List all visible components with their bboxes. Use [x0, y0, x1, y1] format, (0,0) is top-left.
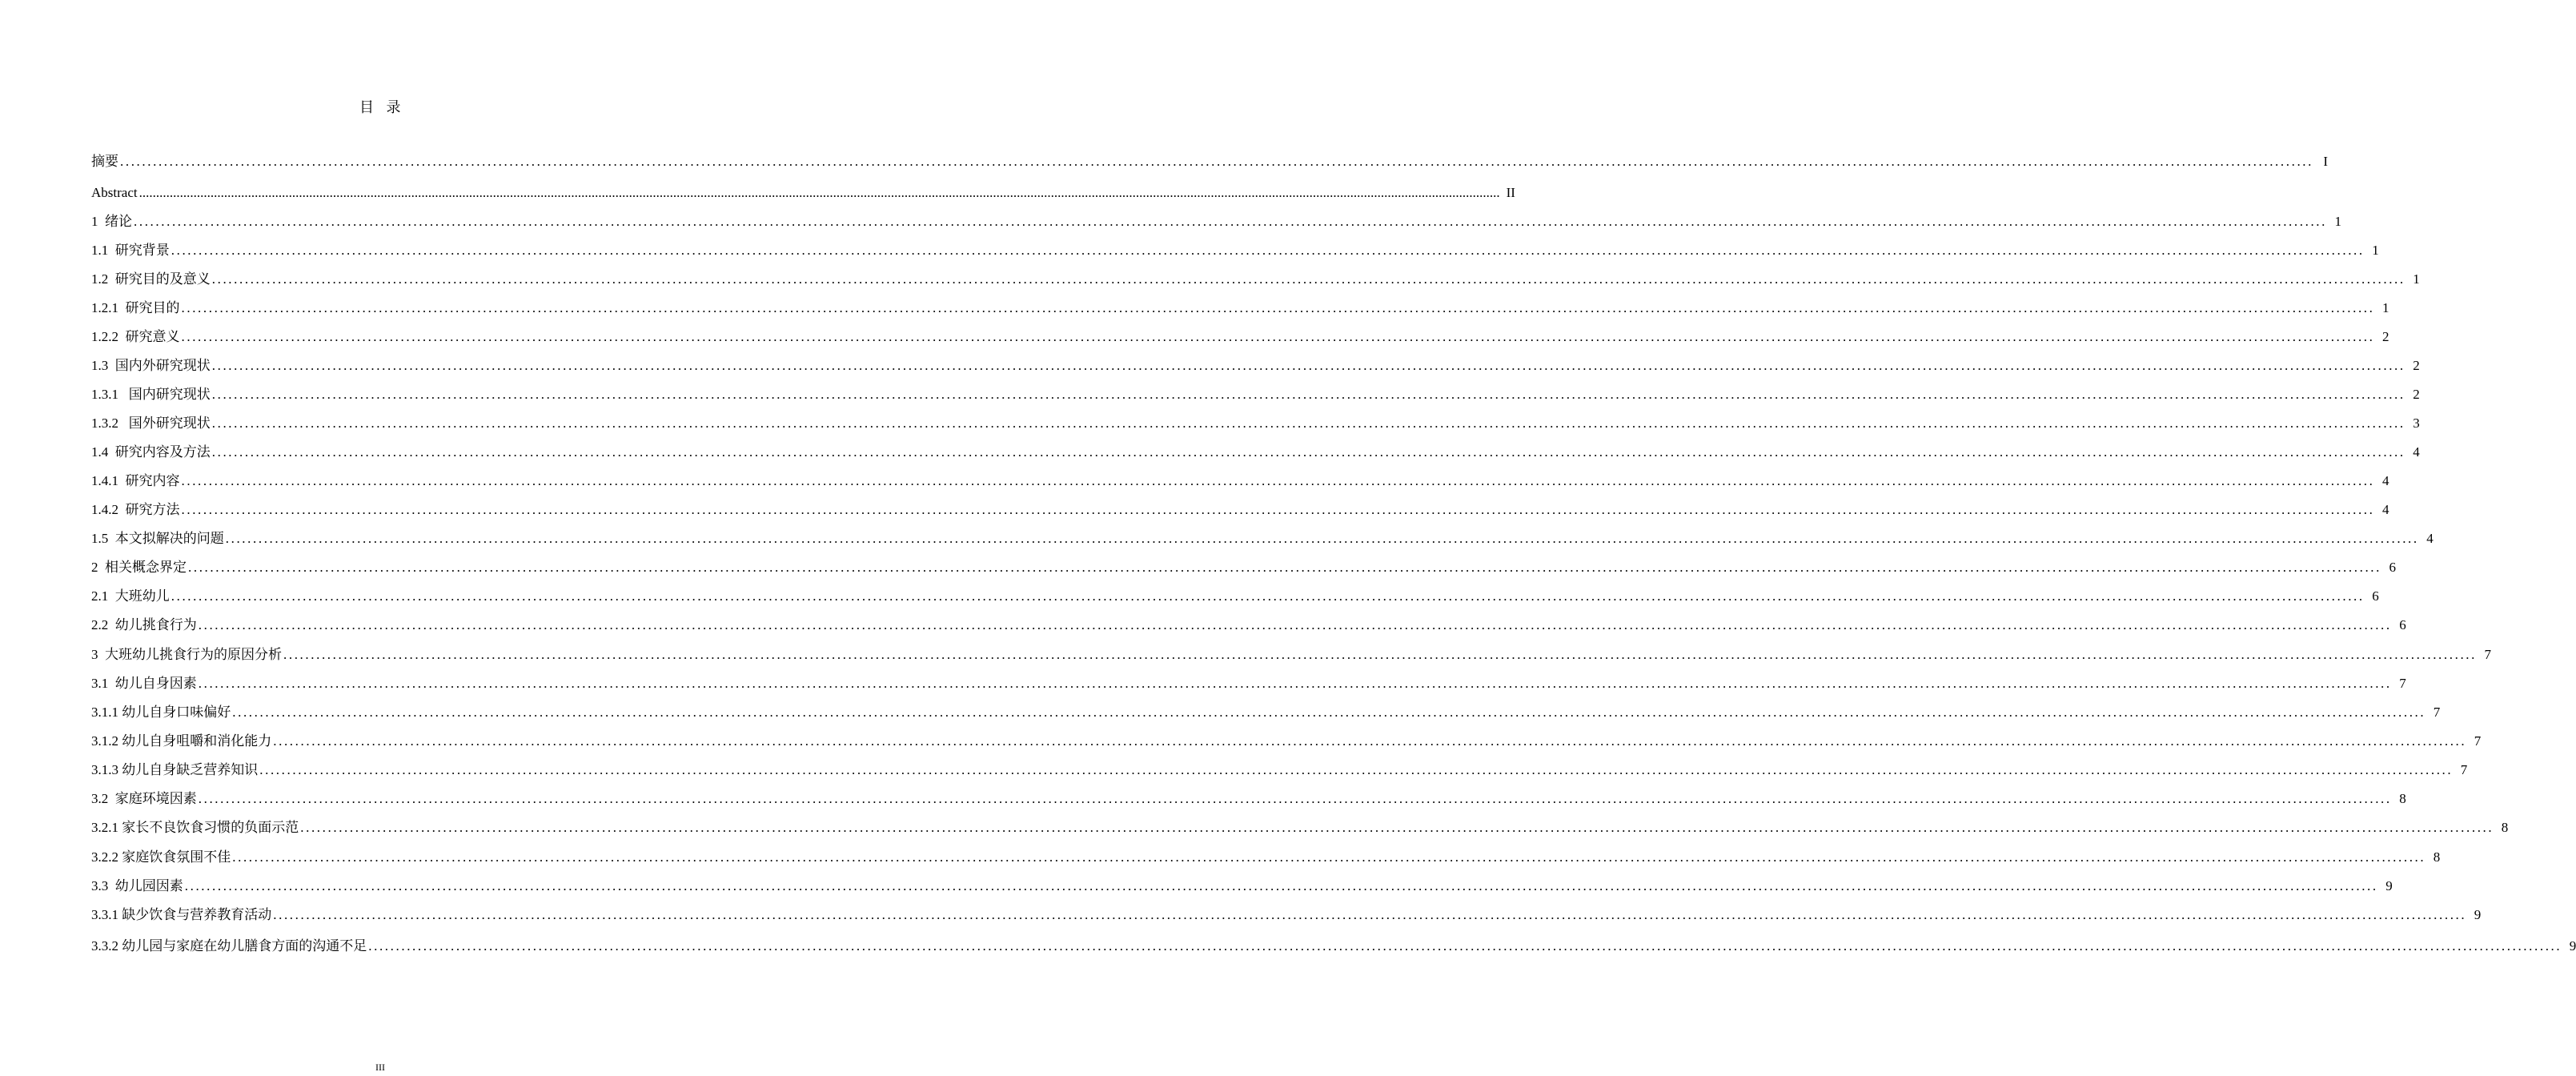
toc-entry[interactable]	[91, 587, 2379, 606]
toc-dot-leader: ................................................................................................................................................................................................................................................................................................................................................................................................................	[181, 502, 2375, 517]
toc-dot-leader: ................................................................................................................................................................................................................................................................................................................................................................................................................	[211, 387, 2405, 402]
toc-dot-leader: ................................................................................................................................................................................................................................................................................................................................................................................................................	[368, 938, 2562, 954]
toc-entry-page: 8	[2433, 849, 2441, 865]
toc-entry-page: 1	[2372, 243, 2379, 258]
toc-entry-label: 摘要	[91, 154, 118, 169]
toc-dot-leader: ................................................................................................................................................................................................................................................................................................................................................................................................................	[300, 820, 2494, 835]
toc-dot-leader: ................................................................................................................................................................................................................................................................................................................................................................................................................	[138, 185, 1500, 200]
toc-entry-page: 4	[2382, 473, 2389, 488]
toc-entry-page: 2	[2413, 387, 2420, 402]
toc-entry[interactable]	[91, 529, 2434, 548]
toc-dot-leader: ................................................................................................................................................................................................................................................................................................................................................................................................................	[184, 878, 2378, 893]
toc-entry-label: 2.1 大班幼儿	[91, 588, 170, 604]
toc-dot-leader: ................................................................................................................................................................................................................................................................................................................................................................................................................	[211, 271, 2405, 287]
toc-entry-label: 1.4.2 研究方法	[91, 502, 180, 517]
toc-dot-leader: ................................................................................................................................................................................................................................................................................................................................................................................................................	[232, 705, 2426, 720]
toc-entry-page: 7	[2474, 733, 2482, 749]
toc-entry-page: 1	[2334, 214, 2341, 229]
toc-entry-label: 1.3 国内外研究现状	[91, 358, 211, 373]
toc-entry-page: 8	[2501, 820, 2509, 835]
toc-dot-leader: ................................................................................................................................................................................................................................................................................................................................................................................................................	[171, 588, 2365, 604]
toc-dot-leader: ................................................................................................................................................................................................................................................................................................................................................................................................................	[181, 473, 2375, 488]
toc-entry[interactable]	[91, 472, 2389, 491]
toc-dot-leader: ................................................................................................................................................................................................................................................................................................................................................................................................................	[181, 329, 2375, 344]
toc-entry[interactable]	[91, 674, 2406, 693]
toc-dot-leader: ................................................................................................................................................................................................................................................................................................................................................................................................................	[225, 531, 2419, 546]
toc-dot-leader: ................................................................................................................................................................................................................................................................................................................................................................................................................	[198, 617, 2392, 632]
toc-entry-label: 2 相关概念界定	[91, 560, 187, 575]
toc-dot-leader: ................................................................................................................................................................................................................................................................................................................................................................................................................	[188, 560, 2381, 575]
toc-entry-label: 1.1 研究背景	[91, 243, 170, 258]
toc-entry[interactable]	[91, 789, 2406, 809]
toc-entry[interactable]	[91, 212, 2341, 231]
toc-dot-leader: ................................................................................................................................................................................................................................................................................................................................................................................................................	[283, 647, 2477, 662]
toc-entry[interactable]	[91, 937, 2576, 956]
toc-entry-page: 2	[2382, 329, 2389, 344]
toc-entry-label: 3.3 幼儿园因素	[91, 878, 183, 893]
toc-dot-leader: ................................................................................................................................................................................................................................................................................................................................................................................................................	[198, 791, 2392, 806]
toc-dot-leader: ................................................................................................................................................................................................................................................................................................................................................................................................................	[211, 444, 2405, 460]
toc-entry[interactable]	[91, 152, 2328, 171]
toc-entry-page: 6	[2372, 588, 2379, 604]
toc-entry[interactable]	[91, 616, 2406, 635]
toc-entry-label: 1.3.1 国内研究现状	[91, 387, 211, 402]
toc-entry-label: 3.1 幼儿自身因素	[91, 676, 197, 691]
toc-entry-page: 7	[2484, 647, 2491, 662]
toc-entry-label: 3.1.1 幼儿自身口味偏好	[91, 705, 231, 720]
toc-entry[interactable]	[91, 732, 2482, 751]
toc-entry-label: 3.2 家庭环境因素	[91, 791, 197, 806]
toc-entry[interactable]	[91, 270, 2420, 289]
toc-entry[interactable]	[91, 761, 2468, 780]
toc-entry-label: 1.4.1 研究内容	[91, 473, 180, 488]
toc-entry[interactable]	[91, 877, 2393, 896]
toc-entry[interactable]	[91, 299, 2389, 318]
toc-dot-leader: ................................................................................................................................................................................................................................................................................................................................................................................................................	[171, 243, 2365, 258]
toc-entry[interactable]	[91, 183, 1515, 203]
toc-entry[interactable]	[91, 818, 2509, 837]
toc-entry-label: 1.4 研究内容及方法	[91, 444, 211, 460]
toc-entry[interactable]	[91, 327, 2389, 347]
toc-entry-page: 7	[2460, 762, 2468, 777]
toc-entry-label: 1 绪论	[91, 214, 132, 229]
toc-entry-label: 1.3.2 国外研究现状	[91, 416, 211, 431]
toc-entry[interactable]	[91, 241, 2379, 260]
toc-entry-page: 1	[2413, 271, 2420, 287]
toc-entry-page: 4	[2413, 444, 2420, 460]
toc-dot-leader: ................................................................................................................................................................................................................................................................................................................................................................................................................	[198, 676, 2392, 691]
toc-entry-page: 7	[2433, 705, 2441, 720]
toc-dot-leader: ................................................................................................................................................................................................................................................................................................................................................................................................................	[134, 214, 2327, 229]
toc-entry-page: I	[2323, 154, 2328, 169]
toc-entry-page: 3	[2413, 416, 2420, 431]
toc-entry[interactable]	[91, 703, 2441, 722]
toc-dot-leader: ................................................................................................................................................................................................................................................................................................................................................................................................................	[211, 358, 2405, 373]
toc-entry-page: 4	[2382, 502, 2389, 517]
toc-entry-label: 3.3.1 缺少饮食与营养教育活动	[91, 907, 272, 922]
toc-entry-page: II	[1506, 185, 1515, 200]
toc-entry-label: 3.1.2 幼儿自身咀嚼和消化能力	[91, 733, 272, 749]
toc-entry-label: 3.2.1 家长不良饮食习惯的负面示范	[91, 820, 299, 835]
toc-dot-leader: ................................................................................................................................................................................................................................................................................................................................................................................................................	[120, 154, 2313, 169]
toc-entry-label: 3 大班幼儿挑食行为的原因分析	[91, 647, 282, 662]
toc-dot-leader: ................................................................................................................................................................................................................................................................................................................................................................................................................	[259, 762, 2454, 777]
toc-entry-page: 9	[2385, 878, 2393, 893]
toc-entry-page: 7	[2399, 676, 2406, 691]
toc-entry-label: 1.2.1 研究目的	[91, 300, 180, 315]
toc-entry[interactable]	[91, 443, 2420, 462]
toc-entry-label: Abstract	[91, 185, 138, 200]
toc-entry-label: 1.5 本文拟解决的问题	[91, 531, 224, 546]
toc-entry[interactable]	[91, 905, 2482, 925]
footer-page-number: III	[375, 1062, 385, 1073]
toc-dot-leader: ................................................................................................................................................................................................................................................................................................................................................................................................................	[211, 416, 2405, 431]
toc-entry[interactable]	[91, 385, 2420, 404]
toc-dot-leader: ................................................................................................................................................................................................................................................................................................................................................................................................................	[273, 733, 2467, 749]
toc-entry-label: 3.2.2 家庭饮食氛围不佳	[91, 849, 231, 865]
toc-entry-page: 9	[2569, 938, 2576, 954]
page-title: 目 录	[359, 99, 401, 115]
toc-entry-page: 6	[2399, 617, 2406, 632]
toc-entry[interactable]	[91, 645, 2491, 664]
toc-dot-leader: ................................................................................................................................................................................................................................................................................................................................................................................................................	[232, 849, 2426, 865]
toc-entry-page: 8	[2399, 791, 2406, 806]
toc-entry[interactable]	[91, 848, 2441, 867]
toc-entry-page: 6	[2389, 560, 2396, 575]
toc-entry[interactable]	[91, 414, 2420, 433]
toc-entry-label: 3.3.2 幼儿园与家庭在幼儿膳食方面的沟通不足	[91, 938, 367, 954]
toc-entry-page: 4	[2426, 531, 2434, 546]
toc-entry-page: 9	[2474, 907, 2482, 922]
toc-entry[interactable]	[91, 500, 2389, 520]
toc-entry-page: 1	[2382, 300, 2389, 315]
toc-entry-label: 1.2.2 研究意义	[91, 329, 180, 344]
toc-entry-page: 2	[2413, 358, 2420, 373]
toc-entry[interactable]	[91, 356, 2420, 375]
toc-entry[interactable]	[91, 558, 2396, 577]
toc-dot-leader: ................................................................................................................................................................................................................................................................................................................................................................................................................	[273, 907, 2467, 922]
toc-entry-label: 1.2 研究目的及意义	[91, 271, 211, 287]
toc-dot-leader: ................................................................................................................................................................................................................................................................................................................................................................................................................	[181, 300, 2375, 315]
toc-entry-label: 2.2 幼儿挑食行为	[91, 617, 197, 632]
toc-entry-label: 3.1.3 幼儿自身缺乏营养知识	[91, 762, 259, 777]
